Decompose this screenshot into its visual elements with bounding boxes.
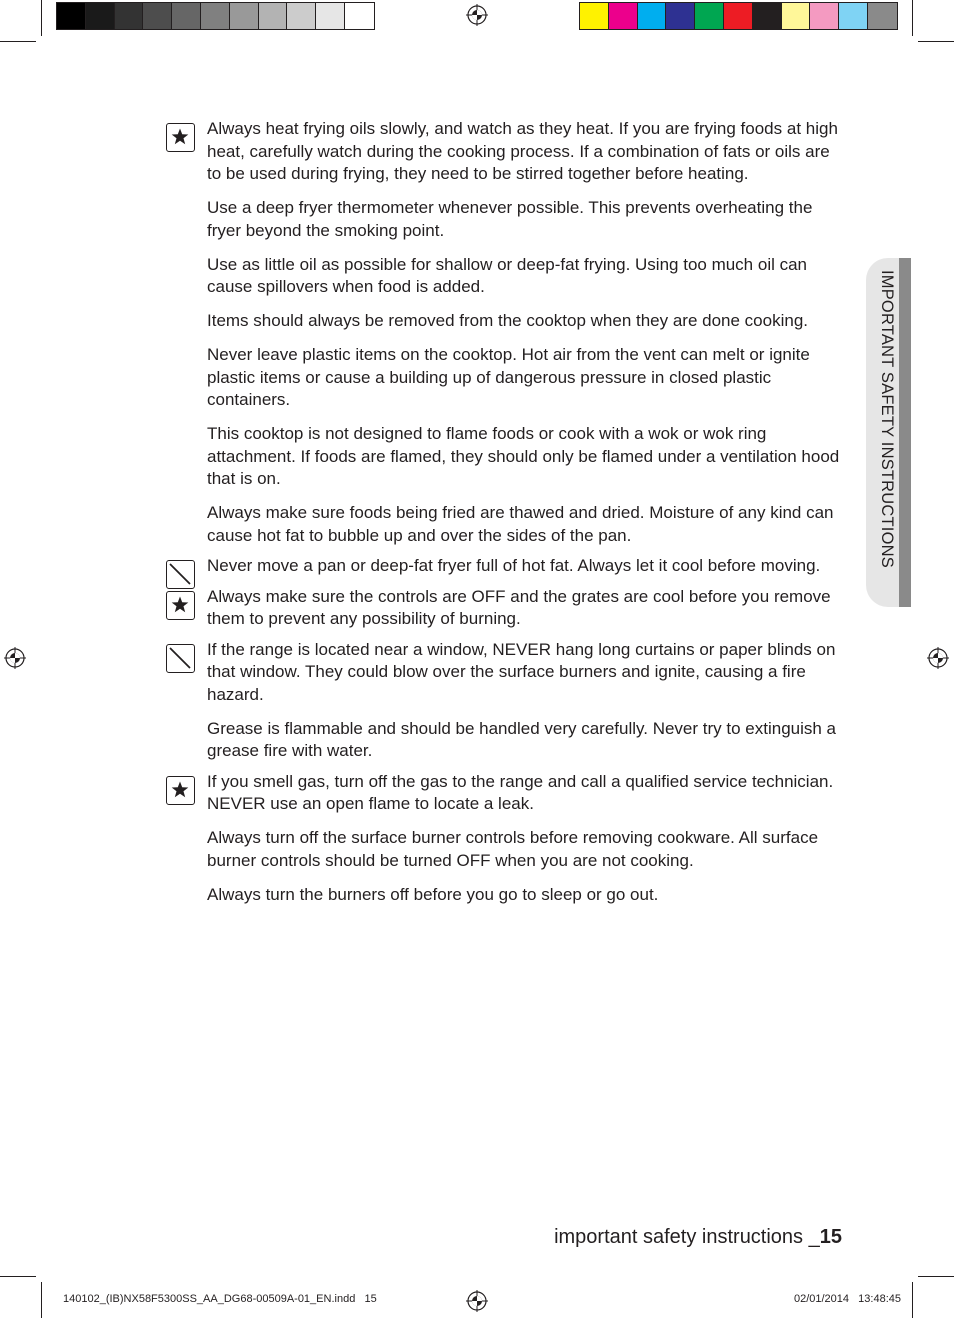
color-swatch	[86, 3, 115, 29]
instruction-entry	[164, 118, 844, 547]
instruction-entry	[164, 586, 844, 631]
color-swatch	[316, 3, 345, 29]
instruction-paragraph: If the range is located near a window, NEVER hang long curtains or paper blinds on that window. They could blow over the surface burners and ignite, causing a fire hazard.	[207, 639, 836, 704]
side-tab-edge	[899, 258, 911, 607]
registration-mark-icon	[927, 647, 949, 669]
color-swatch	[609, 3, 638, 29]
footer-title: important safety instructions _	[554, 1226, 820, 1248]
crop-mark	[41, 0, 42, 36]
color-swatch	[666, 3, 695, 29]
section-side-tab	[866, 258, 911, 607]
color-swatch	[580, 3, 609, 29]
color-swatch	[638, 3, 667, 29]
warning-star-icon	[166, 591, 195, 620]
color-swatch	[57, 3, 86, 29]
instruction-paragraph: Use a deep fryer thermometer whenever possible. This prevents overheating the fryer beyond the smoking point.	[207, 198, 813, 240]
crop-mark	[0, 41, 36, 42]
crop-mark	[918, 41, 954, 42]
color-swatch	[753, 3, 782, 29]
color-swatch	[810, 3, 839, 29]
color-swatch	[287, 3, 316, 29]
instruction-paragraph: If you smell gas, turn off the gas to the range and call a qualified service technician. NEVER use an open flame to locate a leak.	[207, 771, 834, 813]
instruction-paragraph: This cooktop is not designed to flame foods or cook with a wok or wok ring attachment. If foods are flamed, they should only be flamed under a ventilation hood that is on.	[207, 424, 840, 488]
instruction-paragraph: Never leave plastic items on the cooktop. Hot air from the vent can melt or ignite plastic items or cause a building up of dangerous pressure in closed plastic containers.	[207, 345, 810, 409]
print-slug-timestamp: 02/01/2014 13:48:45	[793, 1293, 901, 1305]
instruction-paragraph: Always turn the burners off before you go to sleep or go out.	[207, 884, 659, 904]
registration-mark-icon	[4, 647, 26, 669]
color-swatch	[230, 3, 259, 29]
page-number: 15	[819, 1226, 842, 1248]
color-swatch	[695, 3, 724, 29]
color-swatch	[345, 3, 374, 29]
color-swatch	[115, 3, 144, 29]
instruction-entry	[164, 639, 844, 763]
safety-instructions-list	[164, 118, 844, 906]
instruction-paragraph: Always make sure the controls are OFF and the grates are cool before you remove them to prevent any possibility of burning.	[207, 586, 831, 628]
page-footer	[554, 1226, 842, 1249]
instruction-paragraph: Use as little oil as possible for shallow or deep-fat frying. Using too much oil can cause spillovers when food is added.	[207, 254, 808, 296]
crop-mark	[912, 0, 913, 36]
color-swatch	[201, 3, 230, 29]
prohibited-icon	[166, 644, 195, 673]
instruction-paragraph: Items should always be removed from the cooktop when they are done cooking.	[207, 311, 809, 330]
instruction-entry	[164, 771, 844, 907]
registration-mark-icon	[466, 4, 488, 26]
instruction-paragraph: Always heat frying oils slowly, and watch as they heat. If you are frying foods at high heat, carefully watch during the cooking process. If a combination of fats or oils are to be used during frying, they need to be stirred together before heating.	[207, 119, 838, 183]
crop-mark	[912, 1282, 913, 1318]
instruction-paragraph: Always turn off the surface burner controls before removing cookware. All surface burner controls should be turned OFF when you are not cooking.	[207, 828, 819, 870]
instruction-paragraph: Always make sure foods being fried are thawed and dried. Moisture of any kind can cause hot fat to bubble up and over the sides of the pan.	[207, 503, 834, 545]
crop-mark	[0, 1276, 36, 1277]
instruction-entry	[164, 555, 844, 578]
crop-mark	[918, 1276, 954, 1277]
instruction-paragraph: Never move a pan or deep-fat fryer full of hot fat. Always let it cool before moving.	[207, 556, 821, 575]
color-swatch	[868, 3, 897, 29]
color-swatch	[172, 3, 201, 29]
instruction-paragraph: Grease is flammable and should be handled very carefully. Never try to extinguish a grease fire with water.	[207, 718, 837, 760]
warning-star-icon	[166, 776, 195, 805]
color-swatch	[839, 3, 868, 29]
print-slug-filename: 140102_(IB)NX58F5300SS_AA_DG68-00509A-01_EN.indd 15	[63, 1293, 377, 1305]
grayscale-color-bar	[56, 2, 375, 30]
color-swatch	[724, 3, 753, 29]
color-swatch	[259, 3, 288, 29]
process-color-bar	[579, 2, 898, 30]
warning-star-icon	[166, 123, 195, 152]
color-swatch	[782, 3, 811, 29]
crop-mark	[41, 1282, 42, 1318]
registration-mark-icon	[466, 1290, 488, 1312]
side-tab-label: IMPORTANT SAFETY INSTRUCTIONS	[878, 270, 896, 568]
color-swatch	[143, 3, 172, 29]
